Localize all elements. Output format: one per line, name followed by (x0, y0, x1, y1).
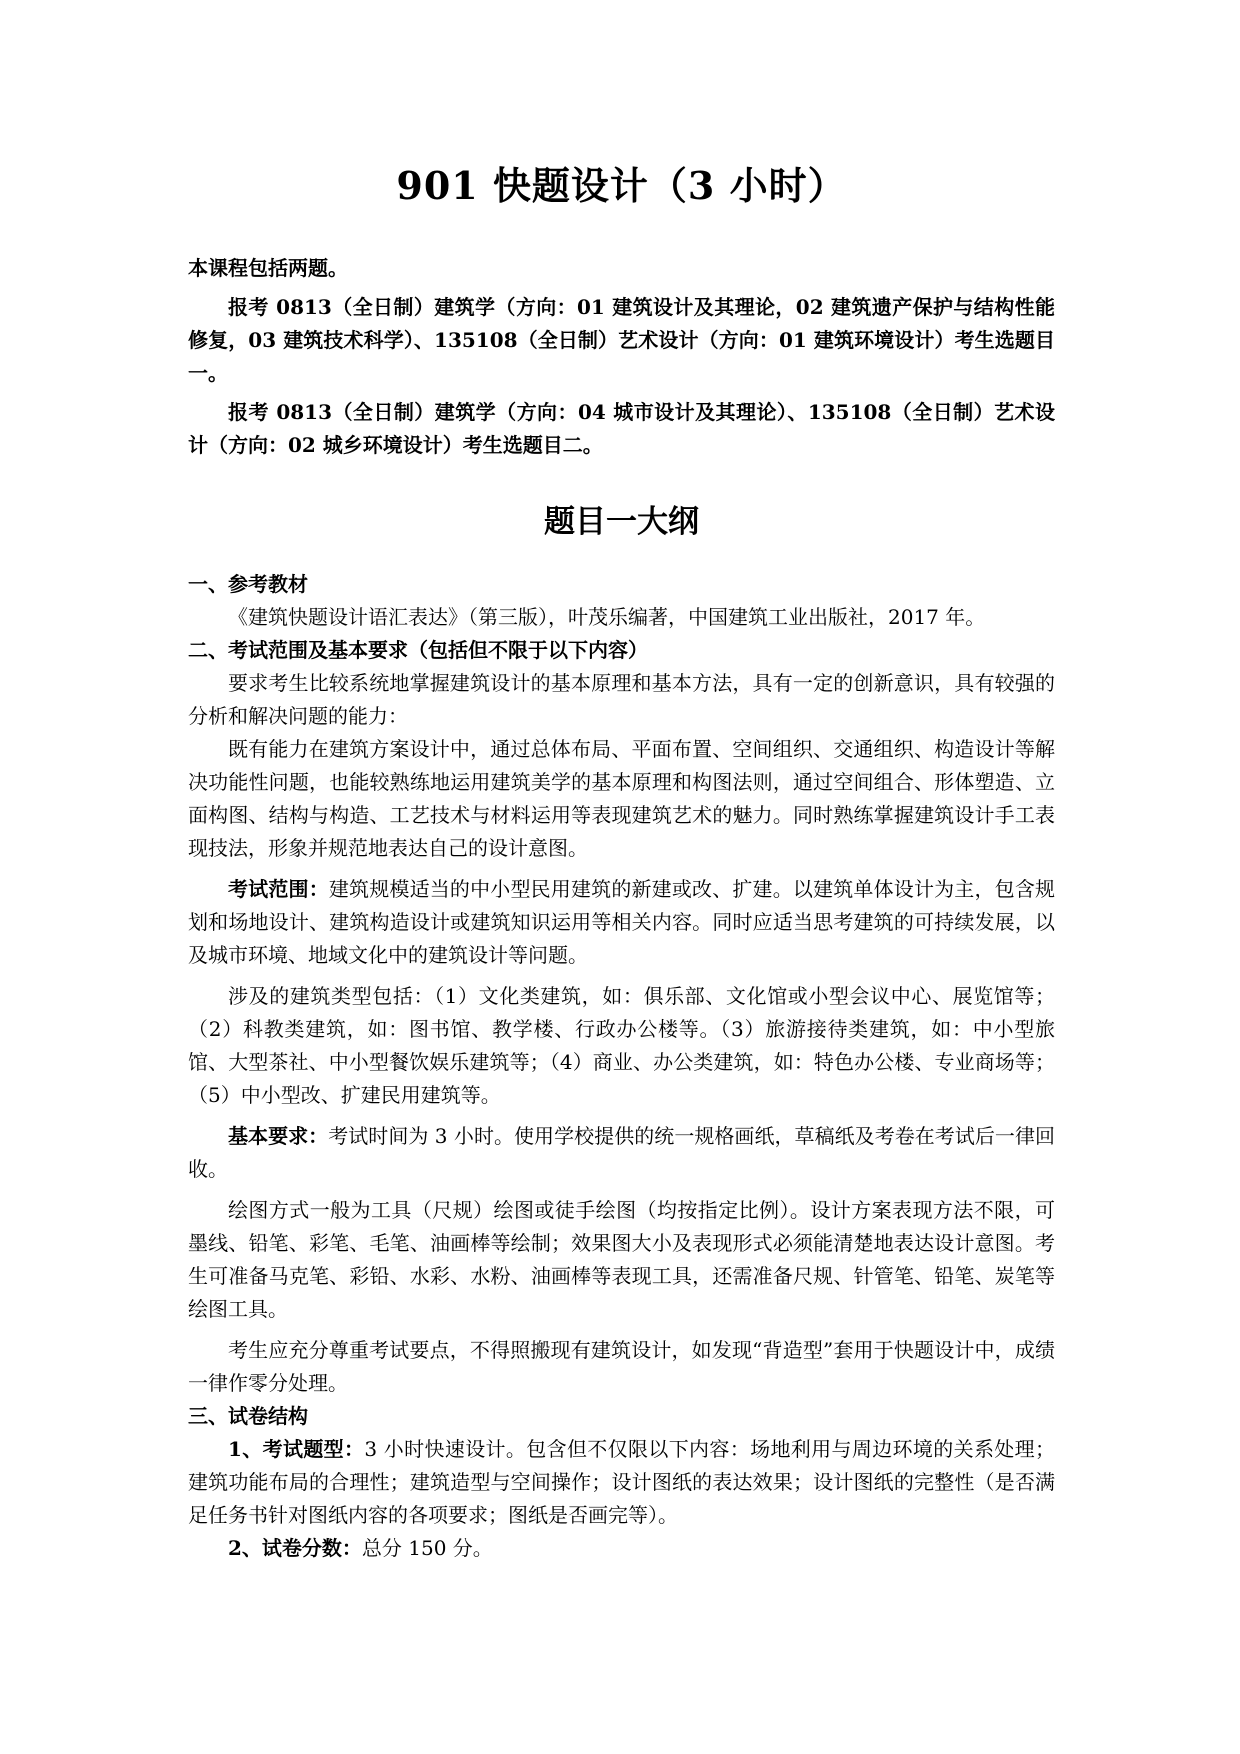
reference-book-text: 《建筑快题设计语汇表达》（第三版），叶茂乐编著，中国建筑工业出版社，2017 年。 (228, 605, 986, 629)
scope-paragraph (188, 873, 1055, 972)
score-paragraph (188, 1532, 1055, 1565)
heading-paper-structure: 三、试卷结构 (188, 1404, 308, 1428)
scope-text: 建筑规模适当的中小型民用建筑的新建或改、扩建。以建筑单体设计为主，包含规划和场地设计、建筑构造设计或建筑知识运用等相关内容。同时应适当思考建筑的可持续发展，以及城市环境、地域文化中的建筑设计等问题。 (188, 877, 1055, 967)
question-type-text: 3 小时快速设计。包含但不仅限以下内容：场地利用与周边环境的关系处理；建筑功能布局的合理性；建筑造型与空间操作；设计图纸的表达效果；设计图纸的完整性（是否满足任务书针对图纸内容的各项要求；图纸是否画完等）。 (188, 1437, 1055, 1527)
basic-requirement-paragraph (188, 1120, 1055, 1186)
question-type-paragraph (188, 1433, 1055, 1532)
paragraph-option-two: 报考 0813（全日制）建筑学（方向：04 城市设计及其理论）、135108（全日制）艺术设计（方向：02 城乡环境设计）考生选题目二。 (188, 400, 1055, 457)
drawing-method-paragraph: 绘图方式一般为工具（尺规）绘图或徒手绘图（均按指定比例）。设计方案表现方法不限，可墨线、铅笔、彩笔、毛笔、油画棒等绘制；效果图大小及表现形式必须能清楚地表达设计意图。考生可准备马克笔、彩铅、水彩、水粉、油画棒等表现工具，还需准备尺规、针管笔、铅笔、炭笔等绘图工具。 (188, 1198, 1055, 1321)
basic-requirement-text: 考试时间为 3 小时。使用学校提供的统一规格画纸，草稿纸及考卷在考试后一律回收。 (188, 1124, 1056, 1181)
respect-paragraph: 考生应充分尊重考试要点，不得照搬现有建筑设计，如发现“背造型”套用于快题设计中，成绩一律作零分处理。 (188, 1338, 1055, 1395)
score-label: 2、试卷分数： (228, 1536, 362, 1560)
requirement-paragraph-1: 要求考生比较系统地掌握建筑设计的基本原理和基本方法，具有一定的创新意识，具有较强的分析和解决问题的能力： (188, 671, 1055, 728)
score-text: 总分 150 分。 (361, 1536, 493, 1560)
document-title: 901 快题设计（3 小时） (396, 163, 847, 208)
building-types-paragraph: 涉及的建筑类型包括：（1）文化类建筑，如：俱乐部、文化馆或小型会议中心、展览馆等；（2）科教类建筑，如：图书馆、教学楼、行政办公楼等。（3）旅游接待类建筑，如：中小型旅馆、大型茶社、中小型餐饮娱乐建筑等；（4）商业、办公类建筑，如：特色办公楼、专业商场等；（5）中小型改、扩建民用建筑等。 (188, 984, 1055, 1107)
intro-text: 本课程包括两题。 (188, 256, 348, 280)
scope-label: 考试范围： (228, 877, 329, 901)
paragraph-option-one: 报考 0813（全日制）建筑学（方向：01 建筑设计及其理论，02 建筑遗产保护与结构性能修复，03 建筑技术科学）、135108（全日制）艺术设计（方向：01 建筑环境设计）考生选题目一。 (188, 295, 1055, 385)
section-title-outline-one: 题目一大纲 (544, 504, 699, 540)
heading-exam-scope: 二、考试范围及基本要求（包括但不限于以下内容） (188, 638, 648, 662)
heading-reference-books: 一、参考教材 (188, 572, 308, 596)
requirement-paragraph-2: 既有能力在建筑方案设计中，通过总体布局、平面布置、空间组织、交通组织、构造设计等解决功能性问题，也能较熟练地运用建筑美学的基本原理和构图法则，通过空间组合、形体塑造、立面构图、结构与构造、工艺技术与材料运用等表现建筑艺术的魅力。同时熟练掌握建筑设计手工表现技法，形象并规范地表达自己的设计意图。 (188, 737, 1055, 860)
question-type-label: 1、考试题型： (228, 1437, 365, 1461)
basic-requirement-label: 基本要求： (228, 1124, 329, 1148)
